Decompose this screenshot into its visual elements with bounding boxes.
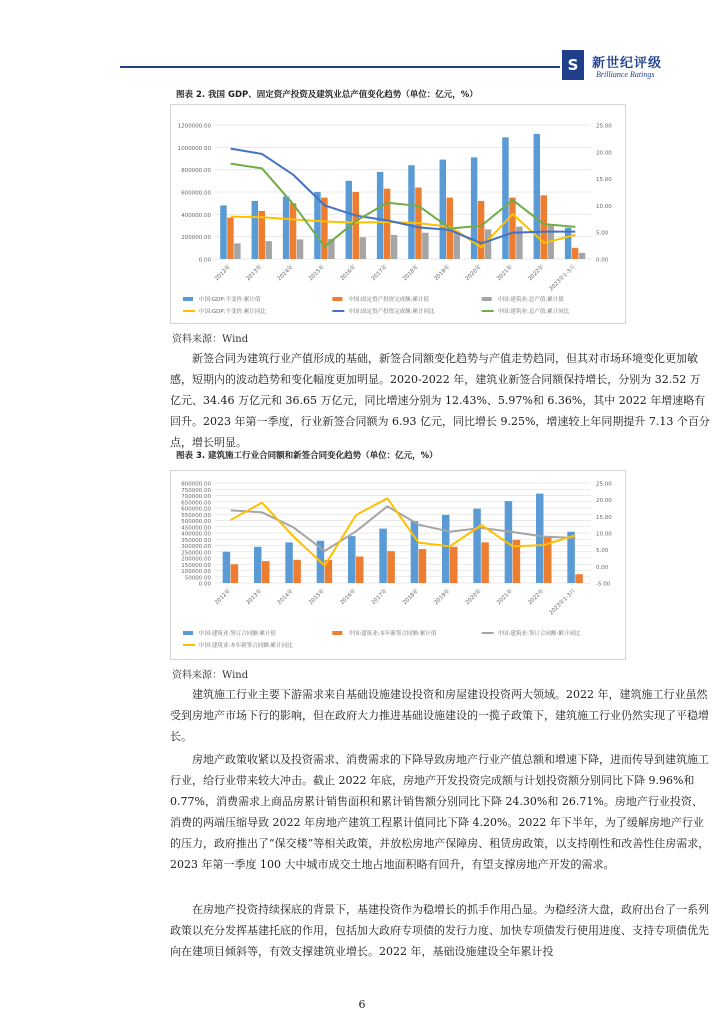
bar-3 (422, 233, 428, 259)
figure3-title: 图表 3. 建筑施工行业合同额和新签合同变化趋势（单位：亿元，%） (176, 451, 438, 461)
y-left-tick-label: 100000.00 (181, 569, 211, 575)
legend-label: 中国:固定资产投资完成额:累计值 (348, 297, 430, 303)
bar-2 (353, 192, 359, 259)
figure2-chart (170, 104, 626, 324)
bar-1 (442, 515, 450, 583)
y-left-tick-label: 650000.00 (181, 500, 211, 507)
bar-1 (473, 509, 481, 583)
x-tick-label: 2016年 (339, 588, 358, 607)
x-tick-label: 2017年 (370, 264, 389, 283)
paragraph-3 (170, 749, 710, 875)
bar-3 (359, 237, 365, 259)
y-left-tick-label: 550000.00 (181, 512, 211, 519)
y-right-tick-label: 25.00 (596, 123, 612, 130)
bar-1 (252, 201, 258, 259)
y-left-tick-label: 500000.00 (181, 519, 211, 525)
y-left-tick-label: 600000.00 (181, 506, 211, 513)
bar-2 (481, 542, 489, 583)
x-tick-label: 2019年 (433, 264, 452, 283)
bar-1 (567, 532, 575, 583)
bar-2 (290, 203, 296, 259)
x-tick-label: 2012年 (214, 264, 233, 283)
y-left-tick-label: 400000.00 (181, 212, 211, 219)
bar-1 (408, 165, 414, 259)
y-left-tick-label: 600000.00 (181, 190, 211, 197)
y-right-tick-label: 25.00 (596, 481, 612, 488)
series-line-2 (231, 498, 576, 565)
y-left-tick-label: 0.00 (198, 581, 211, 588)
paragraph-2 (170, 684, 710, 747)
y-right-tick-label: -5.00 (596, 581, 611, 588)
bar-2 (575, 574, 583, 583)
legend-swatch (332, 297, 342, 301)
legend-label: 中国:GDP:不变价:累计值 (199, 297, 261, 303)
y-right-tick-label: 0.00 (596, 564, 609, 571)
bar-1 (440, 160, 446, 259)
bar-2 (356, 557, 364, 584)
x-tick-label: 2016年 (339, 264, 358, 283)
bar-3 (391, 235, 397, 259)
bar-2 (293, 560, 301, 583)
figure3-source: 资料来源：Wind (172, 670, 249, 681)
paragraph-4 (170, 899, 710, 962)
bar-2 (541, 195, 547, 259)
y-left-tick-label: 300000.00 (181, 544, 211, 550)
figure2-title: 图表 2. 我国 GDP、固定资产投资及建筑业总产值变化趋势（单位：亿元，%） (176, 90, 478, 100)
x-tick-label: 2020年 (464, 264, 483, 283)
y-right-tick-label: 15.00 (596, 177, 612, 184)
bar-1 (536, 494, 544, 583)
x-tick-label: 2015年 (308, 588, 327, 607)
x-tick-label: 2017年 (370, 588, 389, 607)
figure3-chart (170, 470, 626, 660)
legend-label: 中国:固定资产投资完成额:累计同比 (348, 309, 435, 315)
bar-2 (384, 189, 390, 259)
x-tick-label: 2019年 (433, 588, 452, 607)
bar-2 (478, 201, 484, 259)
figure2-source: 资料来源：Wind (172, 334, 249, 345)
series-line-1 (231, 214, 576, 247)
legend-label: 中国:GDP:不变价:累计同比 (199, 309, 266, 315)
bar-3 (579, 253, 585, 259)
y-right-tick-label: 5.00 (596, 548, 609, 555)
bar-1 (283, 196, 289, 259)
legend-swatch (332, 631, 342, 635)
x-tick-label: 2023年1-3月 (548, 264, 577, 293)
y-left-tick-label: 450000.00 (181, 525, 211, 532)
brand-logo-icon: S (562, 50, 584, 80)
x-tick-label: 2015年 (308, 264, 327, 283)
y-left-tick-label: 800000.00 (181, 481, 211, 488)
y-left-tick-label: 0.00 (198, 257, 211, 264)
x-tick-label: 2022年 (527, 264, 546, 283)
legend-swatch (482, 297, 492, 301)
x-tick-label: 2021年 (496, 588, 515, 607)
y-right-tick-label: 20.00 (596, 498, 612, 505)
bar-2 (450, 547, 458, 583)
legend-label: 中国:建筑业:总产值:累计值 (497, 297, 564, 303)
y-left-tick-label: 750000.00 (181, 487, 211, 494)
bar-1 (377, 172, 383, 259)
bar-2 (227, 218, 233, 259)
paragraph-3-text: 房地产政策收紧以及投资需求、消费需求的下降导致房地产行业产值总额和增速下降，进而传导到建筑施工行业，给行业带来较大冲击。截止 2022 年底，房地产开发投资完成额与计划投资额分别同比下降 9.96%和 0.77%，消费需求上商品房累计销售面积和累计销售额分别同比下降 24.30%和 26.71%。房地产行业投资、消费的两端压缩导致 2022 年房地产建筑工程累计值同比下降 4.20%。2022 年下半年，为了缓解房地产行业的压力，政府推出了“保交楼”等相关政策，并放松房地产保障房、租赁房政策，以支持刚性和改善性住房需求，2023 年第一季度 100 大中城市成交土地占地面积略有回升，有望支撑房地产开发的需求。 (170, 753, 710, 871)
y-left-tick-label: 1000000.00 (177, 145, 211, 152)
y-left-tick-label: 50000.00 (184, 575, 211, 582)
bar-2 (387, 551, 395, 583)
bar-1 (502, 137, 508, 259)
y-left-tick-label: 200000.00 (181, 235, 211, 242)
bar-3 (453, 231, 459, 259)
x-tick-label: 2018年 (402, 588, 421, 607)
y-right-tick-label: 0.00 (596, 257, 609, 264)
bar-2 (572, 248, 578, 259)
bar-1 (223, 552, 231, 583)
y-left-tick-label: 200000.00 (181, 556, 211, 563)
brand-name-cn: 新世纪评级 (592, 56, 663, 71)
paragraph-1-text: 新签合同为建筑行业产值形成的基础，新签合同额变化趋势与产值走势趋同，但其对市场环境变化更加敏感，短期内的波动趋势和变化幅度更加明显。2020-2022 年，建筑业新签合同额保持增长，分别为 32.52 万亿元、34.46 万亿元和 36.65 万亿元，同比增速分别为 12.43%、5.97%和 6.36%，其中 2022 年增速略有回升。2023 年第一季度，行业新签合同额为 6.93 亿元，同比增长 9.25%，增速较上年同期提升 7.13 个百分点，增长明显。 (170, 352, 710, 449)
x-tick-label: 2023年1-3月 (548, 588, 577, 617)
paragraph-4-text: 在房地产投资持续探底的背景下，基建投资作为稳增长的抓手作用凸显。为稳经济大盘，政府出台了一系列政策以充分发挥基建托底的作用，包括加大政府专项债的发行力度、加快专项债发行使用进度、支持专项债优先向在建项目倾斜等，有效支撑建筑业增长。2022 年，基础设施建设全年累计投 (170, 903, 709, 958)
bar-1 (220, 205, 226, 259)
bar-3 (234, 243, 240, 259)
legend-label: 中国:建筑业:签订合同额:累计同比 (497, 631, 581, 637)
legend-label: 中国:建筑业:签订合同额:累计值 (199, 631, 277, 637)
bar-1 (285, 542, 293, 583)
series-line-3 (231, 164, 576, 247)
y-right-tick-label: 15.00 (596, 514, 612, 521)
bar-2 (231, 564, 239, 583)
legend-label: 中国:建筑业:本年新签合同额:累计同比 (199, 643, 293, 649)
y-right-tick-label: 10.00 (596, 203, 612, 210)
x-tick-label: 2018年 (402, 264, 421, 283)
x-tick-label: 2014年 (276, 264, 295, 283)
y-left-tick-label: 800000.00 (181, 168, 211, 175)
x-tick-label: 2020年 (464, 588, 483, 607)
bar-1 (314, 192, 320, 259)
bar-2 (509, 198, 515, 259)
legend-swatch (183, 297, 193, 301)
page-number: 6 (358, 998, 366, 1011)
bar-3 (297, 239, 303, 259)
x-tick-label: 2013年 (245, 588, 264, 607)
brand-name-en: Brilliance Ratings (596, 70, 655, 79)
x-tick-label: 2021年 (496, 264, 515, 283)
series-line-2 (231, 149, 576, 244)
bar-1 (379, 529, 387, 583)
paragraph-2-text: 建筑施工行业主要下游需求来自基础设施建设投资和房屋建设投资两大领域。2022 年，建筑施工行业虽然受到房地产市场下行的影响，但在政府大力推进基础设施建设的一揽子政策下，建筑施工行业仍然实现了平稳增长。 (170, 688, 709, 743)
y-right-tick-label: 5.00 (596, 230, 609, 237)
figure3-svg (171, 471, 625, 659)
bar-1 (348, 536, 356, 583)
bar-3 (485, 229, 491, 259)
bar-1 (254, 547, 262, 583)
y-left-tick-label: 700000.00 (181, 494, 211, 500)
legend-label: 中国:建筑业:本年新签合同额:累计值 (348, 631, 437, 637)
legend-label: 中国:建筑业:总产值:累计同比 (497, 309, 570, 315)
figure2-svg (171, 105, 625, 323)
legend-swatch (183, 631, 193, 635)
bar-1 (534, 134, 540, 259)
x-tick-label: 2014年 (276, 588, 295, 607)
bar-1 (411, 521, 419, 583)
x-tick-label: 2022年 (527, 588, 546, 607)
x-tick-label: 2013年 (245, 264, 264, 283)
header-rule (120, 66, 560, 68)
y-left-tick-label: 250000.00 (181, 550, 211, 557)
bar-1 (346, 181, 352, 259)
y-left-tick-label: 350000.00 (181, 537, 211, 544)
bar-2 (419, 549, 427, 583)
bar-3 (265, 241, 271, 259)
y-left-tick-label: 150000.00 (181, 562, 211, 569)
x-tick-label: 2012年 (214, 588, 233, 607)
bar-2 (262, 561, 270, 583)
series-line-1 (231, 506, 576, 551)
y-right-tick-label: 10.00 (596, 531, 612, 538)
y-right-tick-label: 20.00 (596, 150, 612, 157)
y-left-tick-label: 1200000.00 (177, 123, 211, 130)
y-left-tick-label: 400000.00 (181, 531, 211, 538)
paragraph-1 (170, 348, 710, 453)
